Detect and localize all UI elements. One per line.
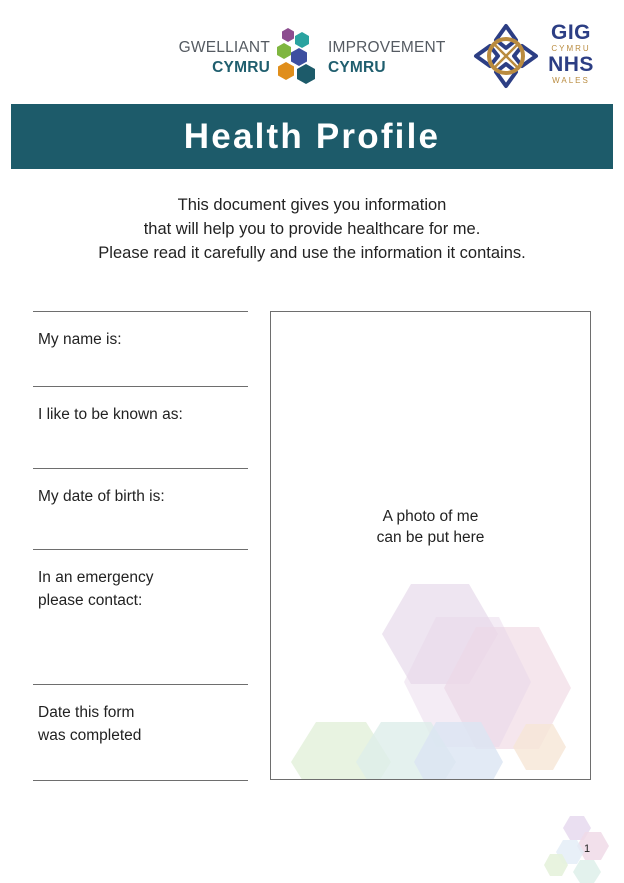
logo-english-text: [328, 38, 446, 78]
page-title: Health Profile: [183, 116, 441, 156]
cymru-text: CYMRU: [551, 44, 591, 53]
nhs-wales-wordmark: [546, 22, 596, 86]
intro-line: that will help you to provide healthcare for me.: [143, 220, 481, 238]
field-emergency-contact[interactable]: [33, 549, 248, 684]
nhs-wales-logo: [472, 22, 597, 90]
nhs-text: NHS: [548, 53, 594, 76]
gig-text: GIG: [550, 21, 591, 44]
field-known-as[interactable]: [33, 386, 248, 468]
logo-english-line1: IMPROVEMENT: [328, 39, 446, 56]
field-label-line2: please contact:: [38, 592, 143, 609]
logo-welsh-line2: CYMRU: [212, 59, 270, 76]
field-label-line2: was completed: [38, 727, 142, 744]
intro-line: Please read it carefully and use the information it contains.: [98, 244, 526, 262]
photo-text-line: can be put here: [376, 529, 485, 546]
field-label: I like to be known as:: [38, 406, 183, 423]
intro-text: [0, 193, 624, 265]
hexagon-cluster-icon: [274, 26, 320, 88]
field-date-of-birth[interactable]: [33, 468, 248, 549]
field-label: My date of birth is:: [38, 488, 165, 505]
field-label: Date this form: [38, 704, 135, 721]
logo-welsh-line1: GWELLIANT: [178, 39, 270, 56]
field-date-completed[interactable]: [33, 684, 248, 781]
celtic-knot-icon: [472, 22, 540, 90]
improvement-cymru-logo: [168, 26, 458, 88]
photo-text-line: A photo of me: [382, 508, 479, 525]
field-label: In an emergency: [38, 569, 154, 586]
profile-fields: [33, 311, 248, 781]
field-label: My name is:: [38, 331, 122, 348]
wales-text: WALES: [552, 76, 590, 85]
corner-hexagons: [530, 810, 624, 883]
intro-line: This document gives you information: [177, 196, 447, 214]
logo-welsh-text: [172, 38, 270, 78]
photo-placeholder-text: [271, 506, 590, 548]
photo-box[interactable]: [270, 311, 591, 780]
logo-english-line2: CYMRU: [328, 59, 386, 76]
title-banner: [11, 104, 613, 169]
field-name[interactable]: [33, 311, 248, 386]
page-number: 1: [584, 843, 591, 855]
